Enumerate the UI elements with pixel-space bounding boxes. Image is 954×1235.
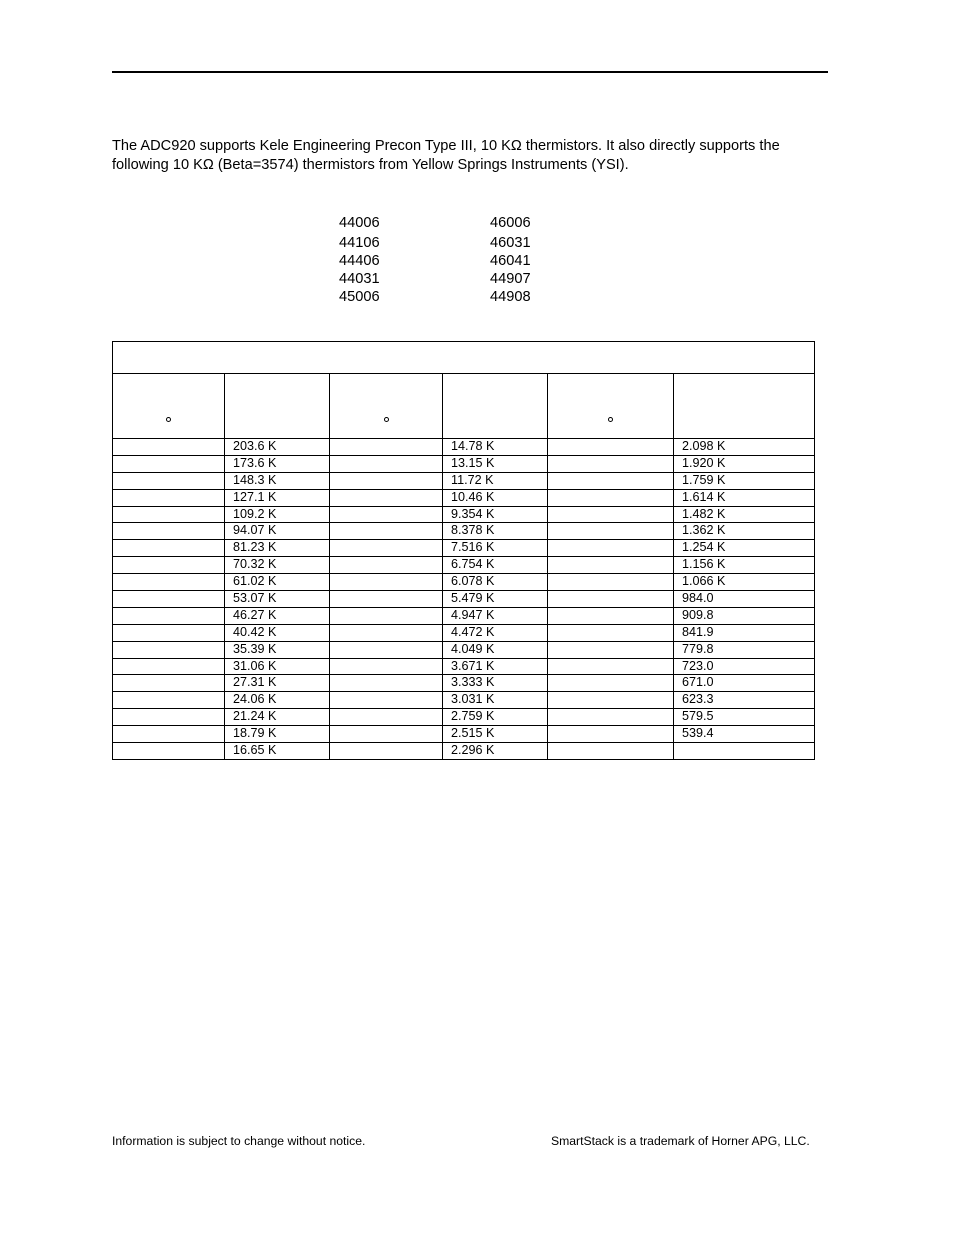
resistance-cell: 671.0 bbox=[674, 675, 815, 692]
model-number: 44006 bbox=[339, 215, 380, 231]
resistance-cell: 2.098 K bbox=[674, 439, 815, 456]
model-number: 46041 bbox=[490, 253, 531, 269]
model-number: 45006 bbox=[339, 289, 380, 305]
degree-symbol bbox=[384, 417, 389, 422]
table-title bbox=[113, 342, 815, 374]
temperature-cell bbox=[548, 692, 674, 709]
temperature-cell bbox=[113, 523, 225, 540]
footer-trademark: SmartStack is a trademark of Horner APG, LLC. bbox=[551, 1134, 810, 1148]
table-row bbox=[113, 709, 815, 726]
resistance-cell bbox=[674, 743, 815, 760]
temperature-cell bbox=[330, 540, 443, 557]
temperature-cell bbox=[113, 489, 225, 506]
resistance-cell: 46.27 K bbox=[225, 607, 330, 624]
table-row bbox=[113, 439, 815, 456]
resistance-cell: 1.254 K bbox=[674, 540, 815, 557]
temperature-cell bbox=[113, 743, 225, 760]
resistance-cell: 10.46 K bbox=[443, 489, 548, 506]
resistance-cell: 1.482 K bbox=[674, 506, 815, 523]
resistance-cell: 7.516 K bbox=[443, 540, 548, 557]
resistance-cell: 5.479 K bbox=[443, 591, 548, 608]
resistance-cell: 13.15 K bbox=[443, 455, 548, 472]
resistance-cell: 16.65 K bbox=[225, 743, 330, 760]
model-number: 44908 bbox=[490, 289, 531, 305]
resistance-cell: 3.333 K bbox=[443, 675, 548, 692]
table-row bbox=[113, 743, 815, 760]
resistance-cell: 53.07 K bbox=[225, 591, 330, 608]
temperature-cell bbox=[548, 506, 674, 523]
temperature-cell bbox=[330, 641, 443, 658]
resistance-cell: 2.296 K bbox=[443, 743, 548, 760]
model-number: 46031 bbox=[490, 235, 531, 251]
temperature-cell bbox=[330, 574, 443, 591]
temperature-cell bbox=[548, 658, 674, 675]
resistance-cell: 1.156 K bbox=[674, 557, 815, 574]
resistance-cell: 148.3 K bbox=[225, 472, 330, 489]
temperature-cell bbox=[548, 607, 674, 624]
resistance-table bbox=[112, 341, 815, 760]
table-row bbox=[113, 523, 815, 540]
temperature-cell bbox=[548, 439, 674, 456]
resistance-cell: 3.671 K bbox=[443, 658, 548, 675]
resistance-cell: 4.947 K bbox=[443, 607, 548, 624]
table-row bbox=[113, 591, 815, 608]
temperature-cell bbox=[548, 540, 674, 557]
resistance-cell: 11.72 K bbox=[443, 472, 548, 489]
temperature-cell bbox=[548, 557, 674, 574]
temperature-cell bbox=[113, 472, 225, 489]
resistance-cell: 94.07 K bbox=[225, 523, 330, 540]
resistance-cell: 9.354 K bbox=[443, 506, 548, 523]
resistance-cell: 173.6 K bbox=[225, 455, 330, 472]
temperature-cell bbox=[330, 472, 443, 489]
table-row bbox=[113, 506, 815, 523]
table-row bbox=[113, 726, 815, 743]
resistance-header bbox=[443, 374, 548, 439]
resistance-header bbox=[225, 374, 330, 439]
temperature-cell bbox=[330, 709, 443, 726]
table-row bbox=[113, 540, 815, 557]
resistance-cell: 539.4 bbox=[674, 726, 815, 743]
resistance-cell: 6.078 K bbox=[443, 574, 548, 591]
temperature-cell bbox=[330, 439, 443, 456]
table-row bbox=[113, 472, 815, 489]
resistance-cell: 40.42 K bbox=[225, 624, 330, 641]
table-row bbox=[113, 607, 815, 624]
resistance-cell: 1.614 K bbox=[674, 489, 815, 506]
resistance-cell: 109.2 K bbox=[225, 506, 330, 523]
resistance-cell: 127.1 K bbox=[225, 489, 330, 506]
resistance-cell: 909.8 bbox=[674, 607, 815, 624]
resistance-cell: 723.0 bbox=[674, 658, 815, 675]
temperature-cell bbox=[330, 658, 443, 675]
temperature-cell bbox=[548, 455, 674, 472]
temperature-cell bbox=[548, 489, 674, 506]
resistance-cell: 81.23 K bbox=[225, 540, 330, 557]
resistance-cell: 35.39 K bbox=[225, 641, 330, 658]
resistance-cell: 1.362 K bbox=[674, 523, 815, 540]
table-row bbox=[113, 489, 815, 506]
table-row bbox=[113, 641, 815, 658]
temperature-cell bbox=[548, 591, 674, 608]
temperature-cell bbox=[113, 726, 225, 743]
temperature-cell bbox=[330, 624, 443, 641]
temperature-cell bbox=[330, 455, 443, 472]
resistance-cell: 1.920 K bbox=[674, 455, 815, 472]
table-title-row bbox=[113, 342, 815, 374]
resistance-cell: 984.0 bbox=[674, 591, 815, 608]
resistance-cell: 27.31 K bbox=[225, 675, 330, 692]
resistance-cell: 61.02 K bbox=[225, 574, 330, 591]
temperature-cell bbox=[548, 624, 674, 641]
table-row bbox=[113, 624, 815, 641]
temperature-cell bbox=[330, 557, 443, 574]
temperature-cell bbox=[548, 574, 674, 591]
temperature-cell bbox=[113, 574, 225, 591]
temperature-cell bbox=[113, 557, 225, 574]
temperature-cell bbox=[548, 709, 674, 726]
temperature-cell bbox=[113, 591, 225, 608]
resistance-cell: 3.031 K bbox=[443, 692, 548, 709]
temperature-header bbox=[548, 374, 674, 439]
temperature-cell bbox=[113, 439, 225, 456]
degree-symbol bbox=[608, 417, 613, 422]
temperature-cell bbox=[548, 675, 674, 692]
footer-notice: Information is subject to change without notice. bbox=[112, 1134, 366, 1148]
model-number: 46006 bbox=[490, 215, 531, 231]
resistance-cell: 24.06 K bbox=[225, 692, 330, 709]
temperature-cell bbox=[548, 743, 674, 760]
degree-symbol bbox=[166, 417, 171, 422]
table-row bbox=[113, 675, 815, 692]
table-row bbox=[113, 455, 815, 472]
temperature-cell bbox=[113, 658, 225, 675]
resistance-cell: 2.515 K bbox=[443, 726, 548, 743]
resistance-cell: 4.472 K bbox=[443, 624, 548, 641]
resistance-cell: 21.24 K bbox=[225, 709, 330, 726]
resistance-cell: 70.32 K bbox=[225, 557, 330, 574]
temperature-cell bbox=[113, 675, 225, 692]
temperature-cell bbox=[548, 523, 674, 540]
temperature-cell bbox=[113, 641, 225, 658]
temperature-cell bbox=[548, 472, 674, 489]
temperature-cell bbox=[113, 455, 225, 472]
temperature-cell bbox=[330, 489, 443, 506]
temperature-cell bbox=[113, 506, 225, 523]
intro-line-1: The ADC920 supports Kele Engineering Precon Type III, 10 KΩ thermistors. It also directly supports the bbox=[112, 138, 780, 154]
header-rule bbox=[112, 71, 828, 73]
table-row bbox=[113, 692, 815, 709]
temperature-cell bbox=[113, 540, 225, 557]
resistance-cell: 18.79 K bbox=[225, 726, 330, 743]
temperature-cell bbox=[548, 726, 674, 743]
temperature-cell bbox=[113, 607, 225, 624]
model-number: 44031 bbox=[339, 271, 380, 287]
model-number: 44406 bbox=[339, 253, 380, 269]
resistance-cell: 841.9 bbox=[674, 624, 815, 641]
resistance-cell: 31.06 K bbox=[225, 658, 330, 675]
table-header-row bbox=[113, 374, 815, 439]
temperature-header bbox=[113, 374, 225, 439]
temperature-cell bbox=[330, 591, 443, 608]
temperature-cell bbox=[330, 743, 443, 760]
resistance-cell: 4.049 K bbox=[443, 641, 548, 658]
resistance-cell: 2.759 K bbox=[443, 709, 548, 726]
resistance-cell: 14.78 K bbox=[443, 439, 548, 456]
temperature-cell bbox=[548, 641, 674, 658]
temperature-cell bbox=[330, 607, 443, 624]
temperature-cell bbox=[330, 692, 443, 709]
resistance-cell: 579.5 bbox=[674, 709, 815, 726]
temperature-cell bbox=[330, 506, 443, 523]
table-row bbox=[113, 658, 815, 675]
table-row bbox=[113, 574, 815, 591]
resistance-cell: 623.3 bbox=[674, 692, 815, 709]
intro-paragraph bbox=[112, 137, 837, 174]
resistance-cell: 203.6 K bbox=[225, 439, 330, 456]
temperature-cell bbox=[113, 709, 225, 726]
temperature-cell bbox=[113, 692, 225, 709]
resistance-cell: 6.754 K bbox=[443, 557, 548, 574]
temperature-cell bbox=[330, 523, 443, 540]
resistance-cell: 1.759 K bbox=[674, 472, 815, 489]
table-row bbox=[113, 557, 815, 574]
intro-line-2: following 10 KΩ (Beta=3574) thermistors from Yellow Springs Instruments (YSI). bbox=[112, 156, 629, 173]
resistance-header bbox=[674, 374, 815, 439]
temperature-cell bbox=[330, 675, 443, 692]
model-number: 44106 bbox=[339, 235, 380, 251]
model-number: 44907 bbox=[490, 271, 531, 287]
resistance-cell: 8.378 K bbox=[443, 523, 548, 540]
temperature-cell bbox=[113, 624, 225, 641]
temperature-cell bbox=[330, 726, 443, 743]
temperature-header bbox=[330, 374, 443, 439]
resistance-cell: 779.8 bbox=[674, 641, 815, 658]
resistance-cell: 1.066 K bbox=[674, 574, 815, 591]
